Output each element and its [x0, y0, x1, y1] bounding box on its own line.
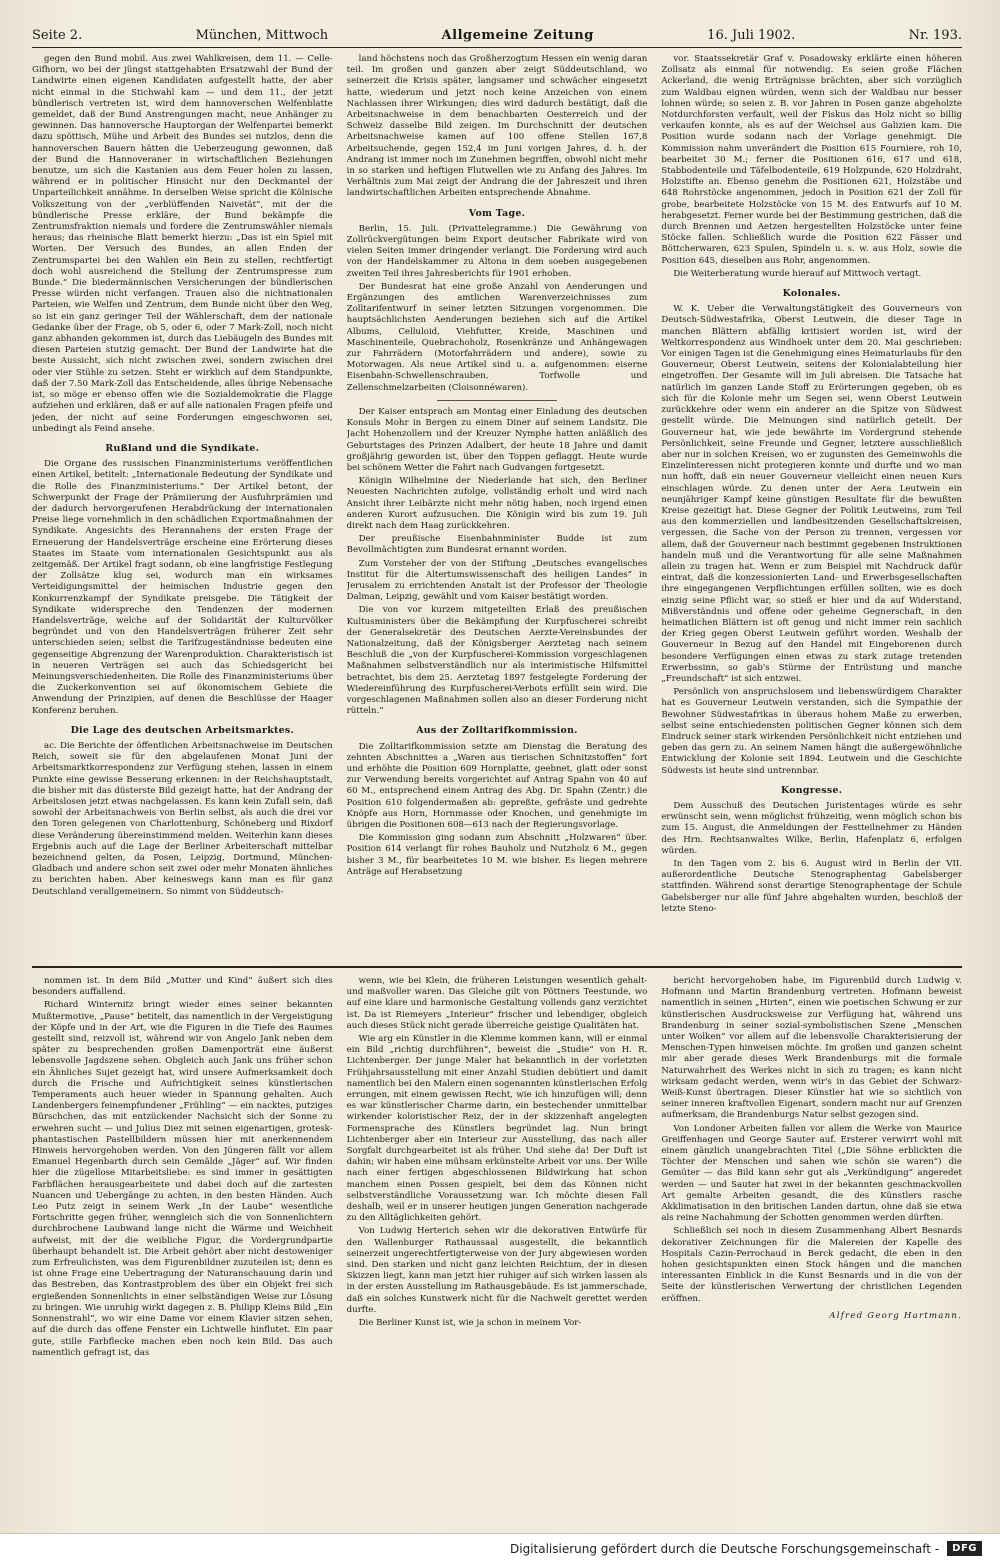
- paragraph: Dem Ausschuß des Deutschen Juristentages würde es sehr erwünscht sein, wenn möglichst frühzeitig, wenn möglich schon bis zum 15. August, die Anmeldungen der Festteilnehmer zu Händen des Hrn. Rechtsanwaltes Wilke, Berlin, Hafenplatz 6, erfolgen würden.: [661, 801, 962, 856]
- footer-credit: Digitalisierung gefördert durch die Deutsche Forschungsgemeinschaft -: [510, 1541, 940, 1556]
- paragraph: Die Organe des russischen Finanzministeriums veröffentlichen einen Artikel, betitelt: „Internationale Bedeutung der Syndikate und die Rolle des Finanzministeriums.“ Der Artikel betont, der Schwerpunkt der Frage der Prämiierung der Ausfuhrprämien und der dadurch hervorgerufenen Herabdrückung der internationalen Preise liege vornehmlich in den schädlichen Exportmaßnahmen der Syndikate. Angesichts des Herannahens der ersten Frage der Erneuerung der Handelsverträge erscheine eine Erörterung dieses Staates im Staate vom internationalen Gesichtspunkt aus als zeitgemäß. Der Artikel fragt sodann, ob eine langfristige Festlegung der Zollsätze klug sei, wodurch man ein wirksames Verteidigungsmittel der heimischen Industrie gegen den Konkurrenzkampf der Syndikate preisgebe. Die Tätigkeit der Syndikate widerspreche den Tendenzen der modernen Handelsverträge, welche auf der Solidarität der Kulturvölker begründet und von den Handelsverträgen früherer Zeit sehr unterschieden seien; selbst die Tarifzugeständnisse bedeuten eine gegenseitige Abgrenzung der Warenproduktion. Charakteristisch ist in neueren Verträgen sei auch das Schiedsgericht bei Meinungsverschiedenheiten. Die Rolle des Finanzministeriums über die Zuckerkonvention sei auf ökonomischem Gebiete die Anwendung der Prinzipien, auf denen die Beschlüsse der Haager Konferenz beruhen.: [32, 459, 333, 716]
- feuilleton-column-3: [661, 976, 962, 1526]
- digitization-footer: [0, 1533, 1000, 1563]
- section-heading: Aus der Zolltarifkommission.: [416, 725, 578, 737]
- section-heading: Rußland und die Syndikate.: [105, 442, 260, 454]
- paragraph: Der preußische Eisenbahnminister Budde ist zum Bevollmächtigten zum Bundesrat ernannt worden.: [346, 534, 648, 556]
- section-heading: Kongresse.: [781, 784, 843, 796]
- author-signature: Alfred Georg Hartmann.: [829, 1310, 962, 1321]
- paragraph: Königin Wilhelmine der Niederlande hat sich, den Berliner Neuesten Nachrichten zufolge, vollständig erholt und wird nach Ansicht ihrer Leibärzte nicht mehr nötig haben, noch irgend einen anderen Kurort aufzusuchen. Die Königin wird bis zum 19. Juli direkt nach dem Haag zurückkehren.: [346, 476, 648, 531]
- paragraph: Die Weiterberatung wurde hierauf auf Mittwoch vertagt.: [673, 268, 922, 279]
- paragraph: In den Tagen vom 2. bis 6. August wird in Berlin der VII. außerordentliche Deutsche Stenographentag Gabelsberger stattfinden. Während sonst derartige Stenographentage der Schule Gabelsberger nur alle fünf Jahre abgehalten wurden, beschloß der letzte Steno-: [661, 859, 962, 914]
- paragraph: Von Ludwig Herterich sehen wir die dekorativen Entwürfe für den Wallenburger Rathaussaal ausgestellt, die bekanntlich seinerzeit ungerechtfertigterweise von der Jury abgewiesen worden sind. Den starken und nicht ganz leichten Reichtum, der in diesen Skizzen liegt, kann man jetzt hier ruhiger auf sich wirken lassen als in der ersten Ausstellung im Rathausgebäude. Es ist jammerschade, daß ein solches Kunstwerk nicht für die Nachwelt gerettet werden durfte.: [346, 1226, 648, 1315]
- paragraph: Wie arg ein Künstler in die Klemme kommen kann, will er einmal ein Bild „richtig durchführen“, beweist die „Studie“ von H. R. Lichtenberger. Der junge Maler hat bekanntlich in der vorletzten Frühjahrsausstellung mit einer Anzahl Studien debütiert und damit namentlich bei den Malern einen sogenannten künstlerischen Erfolg errungen, mit einem gewissen Recht, wie ich hinzufügen will; denn es war künstlerischer Charme darin, ein bestechender unmittelbar wirkender koloristischer Reiz, der in der skizzenhaft angelegten Formensprache des Künstlers begründet lag. Nun bringt Lichtenberger aber ein Interieur zur Ausstellung, das nach aller Sorgfalt durchgearbeitet ist als früher. Und siehe da! Der Duft ist dahin; wir haben eine mühsam erkünstelte Arbeit vor uns. Der Wille nach einer fertigen abgeschlossenen Bildwirkung hat schon manchem einen Possen gespielt, bei dem das Können nicht selbstverständliche Voraussetzung war. Ich möchte diesen Fall deshalb, weil er in unserer heutigen jungen Generation nachgerade zu den Alltäglichkeiten gehört.: [346, 1034, 648, 1224]
- feuilleton-column-1: [32, 976, 333, 1526]
- page-number: Seite 2.: [32, 28, 83, 43]
- paragraph: Die Berliner Kunst ist, wie ja schon in meinem Vor-: [358, 1318, 582, 1329]
- paragraph: Von Londoner Arbeiten fallen vor allem die Werke von Maurice Greiffenhagen und George Sauter auf. Ersterer verwirrt wohl mit einem gänzlich unangebrachten Titel („Die Söhne erblickten die Töchter der Menschen und sahen wie schön sie waren“) die Gemüter — das Bild kann sehr gut als „Verkündigung“ angeredet werden — und Sauter hat zwei in der bekannten geschmackvollen Art gemalte Arbeiten gesandt, die des Künstlers rasche Akklimatisation in den britischen Landen dartun, ohne daß sie etwa als reine Nachahmung der Schotten genommen werden dürften.: [661, 1123, 962, 1224]
- section-heading: Kolonales.: [782, 288, 841, 300]
- paragraph: Die Zolltarifkommission setzte am Dienstag die Beratung des zehnten Abschnittes a „Waren aus tierischen Schnitzstoffen“ fort und erhöhte die Position 609 Hornplatte, geebnet, glatt oder sonst zur Verwendung bereits vorgerichtet auf Antrag Spahn von 40 auf 60 M., entsprechend einem Antrag des Abg. Dr. Spahn (Zentr.) die Position 610 folgendermaßen ab: gepreßte, gefräste und gedrehte Knöpfe aus Horn, Hornmasse oder Knochen, und genehmigte im übrigen die Positionen 608—613 nach der Regierungsvorlage.: [346, 741, 648, 830]
- paragraph: vor. Staatssekretär Graf v. Posadowsky erklärte einen höheren Zollsatz als einmal für notwendig. Es seien große Flächen Ackerland, die wenig Erträgnisse brächten, aber sich vorzüglich zum Waldbau eignen würden, wenn sich der Waldbau nur besser lohnen würde; so seien z. B. vor Jahren in Posen ganze abgeholzte Notdurchforsten verfault, weil der Fiskus das Holz nicht so billig verkaufen konnte, als es auf der Weichsel aus Galizien kam. Die Position wurde sodann nach der Vorlage genehmigt. Die Kommission nahm unverändert die Position 615 Fourniere, roh 10, bearbeitet 30 M.; ferner die Positionen 616, 617 und 618, Stabbodenteile und Täfelbodenteile, 619 Holzpunde, 620 Holzdraht, Holzstifte an. Ebenso genehm die Positionen 621, Holzstäbe und 648 Rohrstöcke angenommen, jedoch in Position 621 der Zoll für grobe, bearbeitete Holzstöcke von 15 M. des Entwurfs auf 10 M. herabgesetzt. Ferner wurde bei der Bestimmung gestrichen, daß die durch Brennen und Aetzen hergestellten Holzstöcke unter feine Stöcke fallen. Schließlich wurde die Position 622 Fässer und Böttcherwaren, 623 Spulen, Spindeln u. s. w. aus Holz, sowie die Position 645, dieselben aus Rohr, angenommen.: [661, 54, 962, 266]
- masthead: [32, 18, 962, 48]
- paragraph: ac. Die Berichte der öffentlichen Arbeitsnachweise im Deutschen Reich, soweit sie für den abgelaufenen Monat Juni der Arbeitsmarktkorrespondenz zur Verfügung stehen, lassen in einem Punkte eine gewisse Besserung erkennen: in der Reichshauptstadt, die bisher mit das düsterste Bild gezeigt hatte, hat der Andrang der Arbeitslosen jetzt etwas nachgelassen. Es kann kein Zufall sein, daß sowohl der Arbeitsnachweis von Berlin selbst, als auch die drei vor den Toren gelegenen von Charlottenburg, Schöneberg und Rixdorf diese Veränderung übereinstimmend melden. Weiterhin kann dieses Ergebnis auch auf die Lage der Berliner Arbeiterschaft mittelbar bezeichnend gelten, da Posen, Leipzig, Dortmund, München-Gladbach und andere schon seit zwei oder mehr Monaten ähnliches zu berichten haben. Aber keineswegs kann man es für ganz Deutschland verallgemeinern. So nimmt von Süddeutsch-: [32, 740, 333, 897]
- section-heading: Die Lage des deutschen Arbeitsmarktes.: [70, 724, 295, 736]
- paragraph: W. K. Ueber die Verwaltungstätigkeit des Gouverneurs von Deutsch-Südwestafrika, Oberst Leutwein, die dieser Tage in manchen Blättern abfällig kritisiert worden ist, wird der Weltkorrespondenz aus Windhoek unter dem 20. Mai geschrieben: Vor einigen Tagen ist die Genehmigung eines Heimaturlaubs für den Gouverneur, Oberst Leutwein, seitens der Kolonialabteilung hier eingetroffen. Der Gesamte will im Juli abreisen. Die Tatsache hat natürlich im ganzen Lande Stoff zu Erörterungen gegeben, ob es sich für die Kolonie mehr um Segen sei, wenn Oberst Leutwein zurückkehre oder wenn ein anderer an die Spitze von Südwest gestellt würde. Die Meinungen sind natürlich geteilt. Der Gouverneur hat, wie jede bewährte im Vordergrund stehende Persönlichkeit, seine Freunde und Gegner, letztere ausschließlich aber nur in solchen Kreisen, wo er zugunsten des Gemeinwohls die Einzelinteressen nicht protegieren konnte und durfte und wo man nun hofft, daß ein neuer Gouverneur vielleicht einen neuen Kurs einschlagen würde. Zu denen unter der Aera Leutwein ein neunjähriger Kampf keine günstigen Resultate für die bewußten Kreise gezeitigt hat. Diese Gegner der Politik Leutweins, zum Teil aus den kommerziellen und landbesitzenden Gesellschaftskreisen, vergessen, die Sache von der Person zu trennen, vergessen vor allem, daß der Gouverneur nach bestimmt gegebenen Instruktionen handeln muß und die Verantwortung für alle seine Maßnahmen allein zu tragen hat. Wenn er zum Beispiel mit Nachdruck dafür eintrat, daß die konzessionierten Land- und Erwerbsgesellschaften ihre eingegangenen Verpflichtungen erfüllen sollten, wie es doch einzig seine Pflicht war, so stieß er hier und da auf Widerstand, Mißverständnis und offene oder geheime Gegnerschaft, in den heimatlichen Blättern ist oft genug und nicht immer rein sachlich der Krieg gegen Oberst Leutwein geführt worden. Weshalb der Gouverneur in Bezug auf den Handel mit Eingeborenen durch besondere Verfügungen einen etwas zu stark zutage tretenden Erwerbssinn, so gab's Stürme der Entrüstung und manche „Freundschaft“ ist sich entzwei.: [661, 304, 962, 684]
- section-heading: Vom Tage.: [468, 207, 526, 219]
- paragraph: wenn, wie bei Klein, die früheren Leistungen wesentlich gehalt- und maßvoller waren. Das Gleiche gilt von Pöttners Teestunde, wo auf eine klare und harmonische Gestaltung vollends ganz verzichtet ist. Da ist Riemeyers „Interieur“ frischer und lebendiger, obgleich auch dieses Stück nicht gerade überreiche geistige Qualitäten hat.: [346, 976, 648, 1031]
- column-3: [661, 54, 962, 954]
- newspaper-title: Allgemeine Zeitung: [441, 28, 594, 43]
- paragraph: Persönlich von anspruchslosem und liebenswürdigem Charakter hat es Gouverneur Leutwein verstanden, sich die Sympathie der Bewohner Südwestafrikas in überaus hohem Maße zu erwerben, selbst seine entschiedensten politischen Gegner können sich dem Eindruck seiner stark wirkenden Persönlichkeit nicht entziehen und geben das gern zu. An seinem Namen hängt die außergewöhnliche Entwicklung der Kolonie seit 1894. Leutwein und die Geschichte Südwests ist heute sind untrennbar.: [661, 687, 962, 776]
- dfg-logo-icon: DFG: [947, 1541, 982, 1556]
- paragraph: Der Kaiser entsprach am Montag einer Einladung des deutschen Konsuls Mohr in Bergen zu einem Diner auf seinem Landsitz. Die Jacht Hohenzollern und der Kreuzer Nymphe hatten anläßlich des Geburtstages des Prinzen Adalbert, der heute 18 Jahre und damit großjährig geworden ist, über den Toppen geflaggt. Heute wurde bei schönem Wetter die Fahrt nach Gudvangen fortgesetzt.: [346, 406, 648, 473]
- divider: [437, 400, 557, 401]
- paragraph: Schließlich sei noch in diesem Zusammenhang Albert Besnards dekorativer Zeichnungen für die Malereien der Kapelle des Hospitals Cazin-Perrochaud in Berck gedacht, die eben in den hohen gesichtspunkten einen Stock hängen und die manchen interessanten Einblick in die Kunst Besnards und in die von der Seite der künstlerischen Verwertung der christlichen Legenden eröffnen.: [661, 1226, 962, 1304]
- paragraph: Zum Vorsteher der von der Stiftung „Deutsches evangelisches Institut für die Altertumswissenschaft des heiligen Landes“ in Jerusalem zu errichtenden Anstalt ist der Professor der Theologie Dalman, Leipzig, gewählt und vom Kaiser bestätigt worden.: [346, 558, 648, 603]
- paragraph: Berlin, 15. Juli. (Privattelegramme.) Die Gewährung von Zollrückvergütungen beim Export deutscher Fabrikate wird von vielen Seiten immer dringender verlangt. Die Forderung wird auch von der Handelskammer zu Altona in dem soeben ausgegebenen zweiten Teil ihres Jahresberichts für 1901 erhoben.: [346, 223, 648, 279]
- paragraph: Der Bundesrat hat eine große Anzahl von Aenderungen und Ergänzungen des amtlichen Warenverzeichnisses zum Zolltarifentwurf in seiner letzten Sitzungen vorgenommen. Die hauptsächlichsten Aenderungen beziehen sich auf die Artikel Albums, Celluloid, Viehfutter, Kreide, Maschinen und Maschinenteile, Quebrachoholz, Rosenkränze und Anhängewagen zur Fahrrädern (Motorfahrrädern und andere), sowie zu Motorwagen. Als neue Artikel sind u. a. aufgenommen: eiserne Eisenbahn-Schwellenschrauben, Torfwolle und Zellenschmelzarbeiten (Cloisonnéwaren).: [346, 281, 648, 393]
- paragraph: Die von vor kurzem mitgeteilten Erlaß des preußischen Kultusministers über die Bekämpfung der Kurpfuscherei schreibt der Generalsekretär des Deutschen Aerzte-Vereinsbundes der Nationalzeitung, daß der Königsberger Aerztetag nach seinem Beschluß die „von der Kurpfuscherei-Kommission vorgeschlagenen Maßnahmen selbstverständlich nur als interimistische Hilfsmittel betrachtet, bis dem 25. Aerztetag 1897 festgelegte Forderung der Wiedereinführung des Kurpfuscherei-Verbots erfüllt sein wird. Die vorgeschlagenen Maßnahmen sollen also an dieser Forderung nicht rütteln.“: [346, 605, 648, 717]
- feuilleton-column-2: [347, 976, 648, 1526]
- column-2: [347, 54, 648, 954]
- place-date: München, Mittwoch: [195, 28, 329, 43]
- paragraph: gegen den Bund mobil. Aus zwei Wahlkreisen, dem 11. — Celle-Gifhorn, wo bei der jüngst stattgehabten Ersatzwahl der Bund der Landwirte einen eigenen Kandidaten aufgestellt hatte, der aber nicht einmal in die Stichwahl kam — und dem 11., der jetzt bündlerisch vertreten ist, wird dem hannoverschen Welfenblatte gemeldet, daß der Bund Anstrengungen macht, neue Anhänger zu gewinnen. Das hannoversche Hauptorgan der Welfenpartei bemerkt dazu spöttisch, Mühe und Arbeit des Bundes sei nutzlos, denn die hannoverschen Bauern hätten die Ueberzeugung gewonnen, daß der Bund die Hannoveraner in wirtschaftlichen Beziehungen benutze, um sich die Kastanien aus dem Feuer holen zu lassen, während er in politischer Hinsicht nur den Deckmantel der Unparteilichkeit annähme. In derselben Weise spricht die Kölnische Volkszeitung von der „verblüffenden Naivetät“, mit der die bündlerische Presse erkläre, der Bund bekämpfe die Zentrumsfraktion niemals und fordere die Zentrumswähler niemals heraus; das rheinische Blatt bemerkt hierzu: „Das ist ein Spiel mit Worten. Der Versuch des Bundes, an allen Enden der Zentrumspartei bei den Wahlen ein Bein zu stellen, rechtfertigt doch wohl ausreichend die Stellung der Zentrumspresse zum Bunde.“ Die biedermännischen Versicherungen der bündlerischen Presse würden nicht verfangen. Trauen also die nichtnationalen Parteien, wie Welfen und Zentrum, dem Bunde nicht über den Weg, so ist ein ganz geringer Teil der Wählerschaft, dem der nationale Gedanke über der Frage, ob 5, oder 6, oder 7 Mark-Zoll, noch nicht ganz abhanden gekommen ist, durch das Liebäugeln des Bundes mit diesen Parteien stutzig gemacht. Der Bund der Landwirte hat die beste Aussicht, sich nicht zwischen zwei, sondern zwischen drei oder vier Stühle zu setzen. Steht er wirklich auf dem Standpunkte, daß der 7.50 Mark-Zoll das Entscheidende, alles übrige Nebensache ist, so möge er ebenso offen wie die Sozialdemokratie die Flagge aufziehen und erklären, daß er auf alle nationalen Fragen pfeife und jeden, der nicht auf seine Forderungen eingeschworen sei, unbedingt als Feind ansehe.: [32, 54, 333, 434]
- issue-number: Nr. 193.: [908, 28, 962, 43]
- feuilleton-columns: [32, 966, 962, 1526]
- column-1: [32, 54, 333, 954]
- paragraph: bericht hervorgehoben habe, im Figurenbild durch Ludwig v. Hofmann und Martin Brandenburg vertreten. Hofmann beweist namentlich in seinen „Hirten“, einen wie poetischen Schwung er zur künstlerischen Ausdrucksweise zur Verfügung hat, während uns Brandenburg in seiner sozial-symbolistischen Szene „Menschen unter Wolken“ vor allem auf die lebensvolle Charakterisierung der Menschen-Typen hinweisen möchte. Im großen und ganzen scheint mir aber gerade dieses Werk Brandenburgs mit die formale Naturwahrheit des Werkes nicht in sich zu tragen; es kann nicht wirksam gedacht werden, wenn wir's in das Gebiet der Schwarz-Weiß-Kunst übertragen. Dieser Künstler hat wie so sichtlich von seiner inneren kraftvollen Eigenart, sondern macht nur auf Grenzen aufmerksam, die Brandenburgs Natur selbst gezogen sind.: [661, 976, 962, 1121]
- paragraph: land höchstens noch das Großherzogtum Hessen ein wenig daran teil. Im großen und ganzen aber zeigt Süddeutschland, wo seinerzeit die Krisis später, langsamer und schwächer eingesetzt hatte, wiederum und jetzt noch keine Anzeichen von einem Nachlassen ihrer Wirkungen; dies wird dadurch bestätigt, daß die Arbeitsnachweise in dem benachbarten Oesterreich und der Schweiz dasselbe Bild zeigen. Im Durchschnitt der deutschen Arbeitsnachweise kamen auf 100 offene Stellen 167,8 Arbeitsuchende, gegen 152,4 im Juni vorigen Jahres, d. h. der Andrang ist immer noch im Zunehmen begriffen, obwohl nicht mehr in so starken und heftigen Flutwellen wie zu Anfang des Jahres. Im Verhältnis zum Mai zeigt der Andrang die der Jahreszeit und ihren landwirtschaftlichen Arbeiten entsprechende Abnahme.: [346, 54, 648, 199]
- paragraph: nommen ist. In dem Bild „Mutter und Kind“ äußert sich dies besonders auffallend.: [32, 976, 333, 998]
- issue-date: 16. Juli 1902.: [707, 28, 796, 43]
- paragraph: Die Kommission ging sodann zum Abschnitt „Holzwaren“ über. Position 614 verlangt für rohes Bauholz und Nutzholz 6 M., gegen bisher 3 M., für bearbeitetes 10 M. wie bisher. Es liegen mehrere Anträge auf Herabsetzung: [346, 833, 648, 877]
- top-columns: [32, 54, 962, 954]
- paragraph: Richard Winternitz bringt wieder eines seiner bekannten Mußtermotive, „Pause“ betitelt, das namentlich in der Vergeistigung der Köpfe und in der Art, wie die Figuren in die Tiefe des Raumes gestellt sind, reizvoll ist, während wir von Angelo Jank neben dem später zu besprechenden großen Damenporträt eine äußerst lebensvolle Jagdszene sehen. Obgleich auch Jank uns früher schon ein Ähnliches Sujet gezeigt hat, wird unsere Aufmerksamkeit doch durch die Frische und Aufrichtigkeit seines künstlerischen Temperaments auch heuer wieder in Spannung gehalten. Auch Landenbergers feinempfundener „Frühling“ — ein nacktes, putziges Bürschchen, das mit entzückender Nachsicht sich der Sonne zu erwehren sucht — und Julius Diez mit seinen eigenartigen, grotesk-phantastischen Pastellbildern müssen hier mit anerkennendem Hinweis hervorgehoben werden. Von den Jüngeren fällt vor allem Emanuel Hegenbarth durch sein Gemälde „Jäger“ auf. Wir finden hier die zügellose Mitarbeitsliebe: es sind immer in gesättigten Farbflächen herausgearbeitete und dabei doch auf die zartesten Nuancen und Uebergänge zu achten, in den besten Händen. Auch Leo Putz zeigt in seinem Werk „In der Laube“ wesentliche Fortschritte gegen früher, wenngleich sich die von Sonnenlichtern durchbrochene Laubwand lange nicht die Wärme und Weichheit aufweist, mit der die weibliche Figur, die Vordergrundpartie überhaupt behandelt ist. Die Arbeit gehört aber nicht destoweniger zum Erfreulichsten, was dem Figurenbildner zuzuteilen ist; denn es ist ohne Frage eine Uebertragung der Naturanschauung darin und das Bestreben, das Kontrastproblem des über ein Objekt frei sich ergießenden Sonnenlichts in einer selbständigen Weise zur Lösung zu bringen. Wie unruhig wirkt dagegen z. B. Philipp Kleins Bild „Ein Sonnenstrahl“, wo wir eine Dame vor einem Klavier sitzen sehen, auf die durch das offene Fenster ein Lichtwelle hinflutet. Ein paar gute, stille Farbflecke machen eben noch kein Bild. Das auch namentlich gefragt ist, das: [32, 1000, 333, 1358]
